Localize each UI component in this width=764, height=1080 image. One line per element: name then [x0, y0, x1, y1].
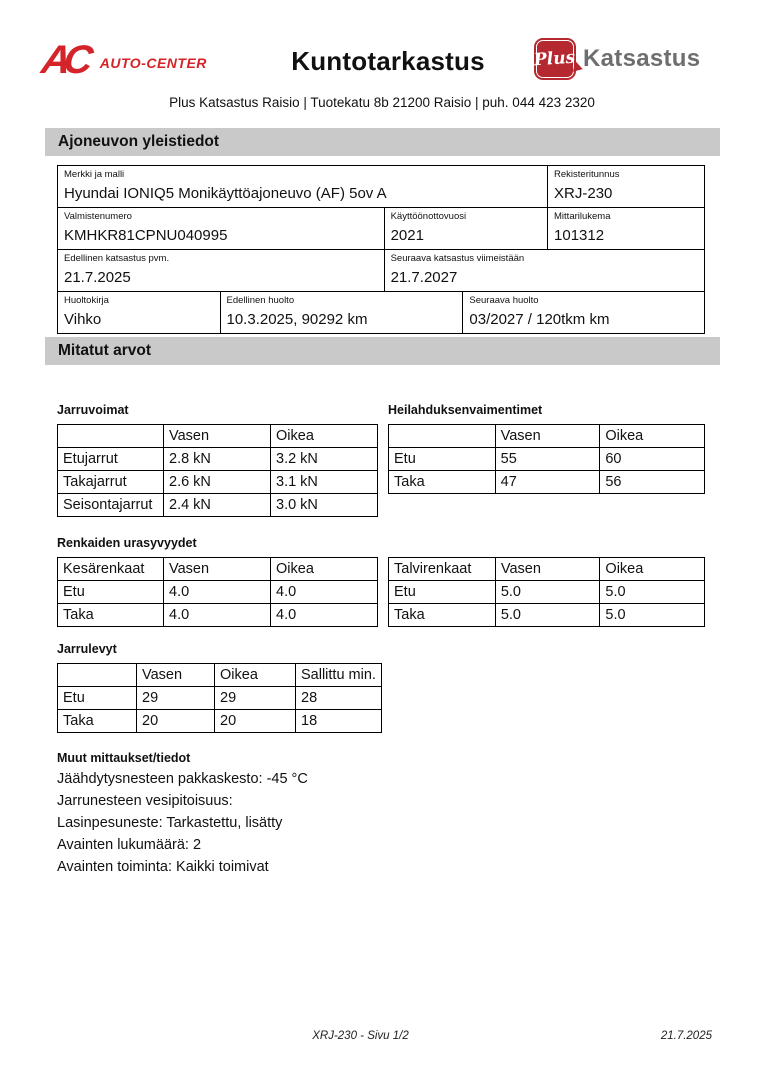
column-header: Oikea: [600, 558, 705, 581]
row-label: Seisontajarrut: [58, 494, 164, 517]
table-header-row: [58, 425, 378, 448]
row-label: Takajarrut: [58, 471, 164, 494]
document-title: Kuntotarkastus: [291, 46, 485, 76]
field-label: Edellinen huolto: [226, 295, 295, 306]
field-previous-service: [220, 292, 463, 333]
column-header: [58, 425, 164, 448]
column-header: Vasen: [164, 558, 271, 581]
vehicle-info-table: [57, 165, 705, 334]
column-header: Oikea: [271, 425, 378, 448]
measured-values-area: [57, 403, 707, 878]
section-title-general-info: Ajoneuvon yleistiedot: [45, 128, 720, 156]
field-label: Mittarilukema: [554, 211, 611, 222]
field-label: Huoltokirja: [64, 295, 109, 306]
info-line: Avainten toiminta: Kaikki toimivat: [57, 859, 269, 875]
field-value: 21.7.2025: [64, 269, 131, 286]
auto-center-name: AUTO-CENTER: [99, 55, 207, 71]
column-header: Kesärenkaat: [58, 558, 164, 581]
info-line: Jäähdytysnesteen pakkaskesto: -45 °C: [57, 771, 308, 787]
column-header: [58, 664, 137, 687]
info-line: Lasinpesuneste: Tarkastettu, lisätty: [57, 815, 283, 831]
section-title-measured-values: Mitatut arvot: [45, 337, 720, 365]
auto-center-monogram-icon: AC: [38, 38, 89, 82]
tread-depths-label: Renkaiden urasyvyydet: [57, 536, 197, 550]
brake-discs-table: [57, 663, 382, 733]
row-label: Etu: [58, 687, 137, 710]
summer-tyres-table: [57, 557, 378, 627]
plus-badge-icon: [534, 38, 576, 80]
field-next-service: [462, 292, 704, 333]
other-measurements: [57, 751, 707, 878]
field-label: Valmistenumero: [64, 211, 132, 222]
cell-value: 29: [215, 687, 296, 710]
footer-page-info: XRJ-230 - Sivu 1/2: [312, 1030, 409, 1042]
field-value: XRJ-230: [554, 185, 613, 202]
table-header-row: [389, 558, 705, 581]
shock-absorbers-table: [388, 424, 705, 494]
cell-value: 5.0: [495, 604, 600, 627]
info-line: Avainten lukumäärä: 2: [57, 837, 202, 853]
cell-value: 4.0: [271, 581, 378, 604]
field-next-inspection: [384, 250, 704, 291]
table-header-row: [389, 425, 705, 448]
field-label: Edellinen katsastus pvm.: [64, 253, 170, 264]
field-value: Hyundai IONIQ5 Monikäyttöajoneuvo (AF) 5ov A: [64, 185, 387, 202]
vehicle-info-row: [58, 249, 704, 291]
vehicle-info-row: [58, 291, 704, 333]
other-measurements-title: Muut mittaukset/tiedot: [57, 751, 191, 765]
field-vin: [58, 208, 384, 249]
column-header: Oikea: [600, 425, 705, 448]
cell-value: 28: [296, 687, 382, 710]
column-header: [389, 425, 496, 448]
shock-absorbers-label: Heilahduksenvaimentimet: [388, 403, 543, 417]
cell-value: 4.0: [271, 604, 378, 627]
row-label: Etu: [58, 581, 164, 604]
table-row: [58, 687, 382, 710]
winter-tyres-table: [388, 557, 705, 627]
plus-badge-text: Plus: [533, 47, 577, 71]
cell-value: 18: [296, 710, 382, 733]
header: [0, 0, 764, 80]
field-label: Merkki ja malli: [64, 169, 125, 180]
cell-value: 5.0: [495, 581, 600, 604]
cell-value: 4.0: [164, 581, 271, 604]
brake-forces-label: Jarruvoimat: [57, 403, 129, 417]
cell-value: 3.0 kN: [271, 494, 378, 517]
table-row: [389, 581, 705, 604]
field-value: 10.3.2025, 90292 km: [226, 311, 368, 328]
table-row: [389, 604, 705, 627]
other-measurements-lines: [57, 768, 707, 878]
field-label: Seuraava katsastus viimeistään: [390, 253, 525, 264]
table-header-row: [58, 664, 382, 687]
field-registration: [547, 166, 704, 207]
field-make-model: [58, 166, 547, 207]
field-first-use-year: [384, 208, 547, 249]
plus-katsastus-logo: [534, 36, 724, 80]
column-header: Talvirenkaat: [389, 558, 496, 581]
cell-value: 20: [137, 710, 215, 733]
field-service-book: [58, 292, 220, 333]
field-value: KMHKR81CPNU040995: [64, 227, 228, 244]
row-label: Taka: [389, 604, 496, 627]
field-label: Seuraava huolto: [469, 295, 539, 306]
cell-value: 5.0: [600, 604, 705, 627]
vehicle-info-row: [58, 166, 704, 207]
row-label: Taka: [58, 710, 137, 733]
table-row: [58, 494, 378, 517]
column-header: Sallittu min.: [296, 664, 382, 687]
column-header: Vasen: [137, 664, 215, 687]
cell-value: 3.2 kN: [271, 448, 378, 471]
field-label: Rekisteritunnus: [554, 169, 620, 180]
table-row: [389, 448, 705, 471]
footer-date: 21.7.2025: [660, 1030, 712, 1042]
field-odometer: [547, 208, 704, 249]
field-value: 21.7.2027: [390, 269, 458, 286]
table-row: [58, 448, 378, 471]
row-label: Etu: [389, 581, 496, 604]
column-header: Vasen: [164, 425, 271, 448]
brake-forces-table: [57, 424, 378, 517]
field-value: Vihko: [64, 311, 102, 328]
table-row: [389, 471, 705, 494]
row-label: Taka: [58, 604, 164, 627]
column-header: Oikea: [271, 558, 378, 581]
info-line: Jarrunesteen vesipitoisuus:: [57, 793, 233, 809]
field-label: Käyttöönottovuosi: [390, 211, 467, 222]
cell-value: 2.4 kN: [164, 494, 271, 517]
row-label: Etu: [389, 448, 496, 471]
station-address: Plus Katsastus Raisio | Tuotekatu 8b 21200 Raisio | puh. 044 423 2320: [169, 95, 595, 110]
auto-center-logo: [38, 36, 242, 82]
row-label: Taka: [389, 471, 496, 494]
cell-value: 55: [495, 448, 600, 471]
column-header: Oikea: [215, 664, 296, 687]
cell-value: 4.0: [164, 604, 271, 627]
cell-value: 60: [600, 448, 705, 471]
field-value: 03/2027 / 120tkm km: [469, 311, 610, 328]
cell-value: 2.6 kN: [164, 471, 271, 494]
table-row: [58, 471, 378, 494]
row-label: Etujarrut: [58, 448, 164, 471]
cell-value: 3.1 kN: [271, 471, 378, 494]
column-header: Vasen: [495, 558, 600, 581]
table-header-row: [58, 558, 378, 581]
brake-discs-label: Jarrulevyt: [57, 642, 117, 656]
field-value: 2021: [390, 227, 424, 244]
table-row: [58, 604, 378, 627]
katsastus-wordmark: Katsastus: [583, 45, 701, 72]
field-value: 101312: [554, 227, 605, 244]
cell-value: 2.8 kN: [164, 448, 271, 471]
cell-value: 29: [137, 687, 215, 710]
table-row: [58, 710, 382, 733]
vehicle-info-row: [58, 207, 704, 249]
cell-value: 47: [495, 471, 600, 494]
cell-value: 5.0: [600, 581, 705, 604]
cell-value: 20: [215, 710, 296, 733]
cell-value: 56: [600, 471, 705, 494]
column-header: Vasen: [495, 425, 600, 448]
field-previous-inspection: [58, 250, 384, 291]
table-row: [58, 581, 378, 604]
